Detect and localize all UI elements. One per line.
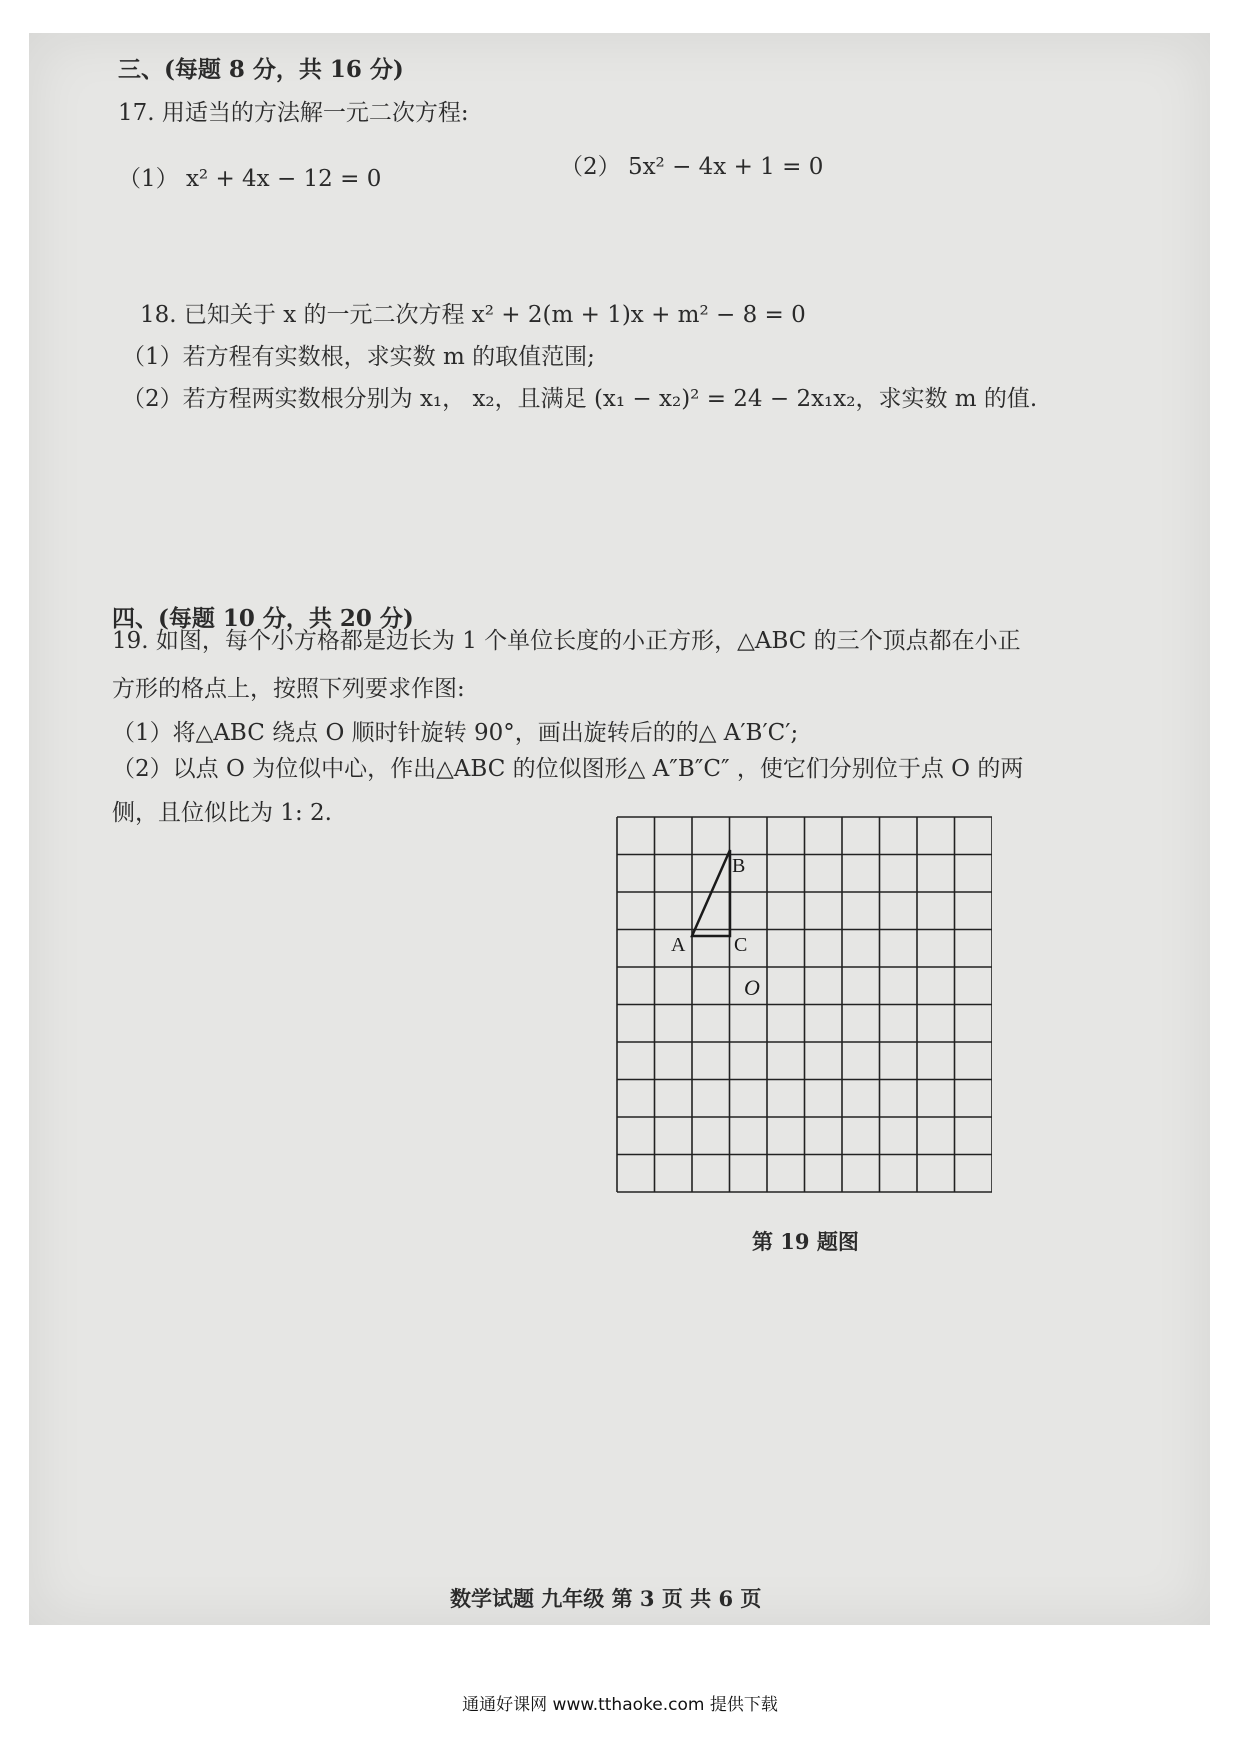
figure-caption: 第 19 题图 <box>752 1229 859 1254</box>
q19-part2-line1: （2）以点 O 为位似中心，作出△ABC 的位似图形△ A″B″C″ ，使它们分别位于点 O 的两 <box>112 756 1024 782</box>
q19-part2-line2: 侧，且位似比为 1: 2. <box>112 800 332 826</box>
q19-part1: （1）将△ABC 绕点 O 顺时针旋转 90°，画出旋转后的的△ A′B′C′; <box>112 720 799 746</box>
q17-part2 <box>560 152 823 182</box>
label-a: A <box>671 934 686 956</box>
grid-lines <box>617 817 992 1192</box>
label-c: C <box>734 934 748 956</box>
grid-figure <box>612 815 992 1195</box>
q19-stem-line1: 19. 如图，每个小方格都是边长为 1 个单位长度的小正方形，△ABC 的三个顶点都在小正 <box>112 628 1021 654</box>
q19-stem-line2: 方形的格点上，按照下列要求作图: <box>112 676 465 702</box>
label-o: O <box>744 975 760 1000</box>
triangle-abc <box>692 850 730 936</box>
q18-stem: 18. 已知关于 x 的一元二次方程 x² + 2(m + 1)x + m² − 8 = 0 <box>140 302 806 328</box>
section4-heading: 四、(每题 10 分，共 20 分) <box>112 605 414 632</box>
section3-heading: 三、(每题 8 分，共 16 分) <box>118 56 404 83</box>
q17-part1-label: （1） <box>118 166 179 192</box>
page-footer: 数学试题 九年级 第 3 页 共 6 页 <box>450 1586 762 1611</box>
q17-stem: 17. 用适当的方法解一元二次方程: <box>118 100 469 126</box>
download-source-line: 通通好课网 www.tthaoke.com 提供下载 <box>462 1695 778 1715</box>
q18-part2: （2）若方程两实数根分别为 x₁， x₂，且满足 (x₁ − x₂)² = 24 − 2x₁x₂，求实数 m 的值. <box>122 386 1038 412</box>
q17-part2-label: （2） <box>560 154 621 180</box>
q17-part2-equation: 5x² − 4x + 1 = 0 <box>627 154 824 180</box>
q17-part1 <box>118 164 381 194</box>
q18-part1: （1）若方程有实数根，求实数 m 的取值范围; <box>122 344 595 370</box>
q19-figure <box>612 815 992 1199</box>
q17-part1-equation: x² + 4x − 12 = 0 <box>185 166 382 192</box>
label-b: B <box>732 855 746 877</box>
